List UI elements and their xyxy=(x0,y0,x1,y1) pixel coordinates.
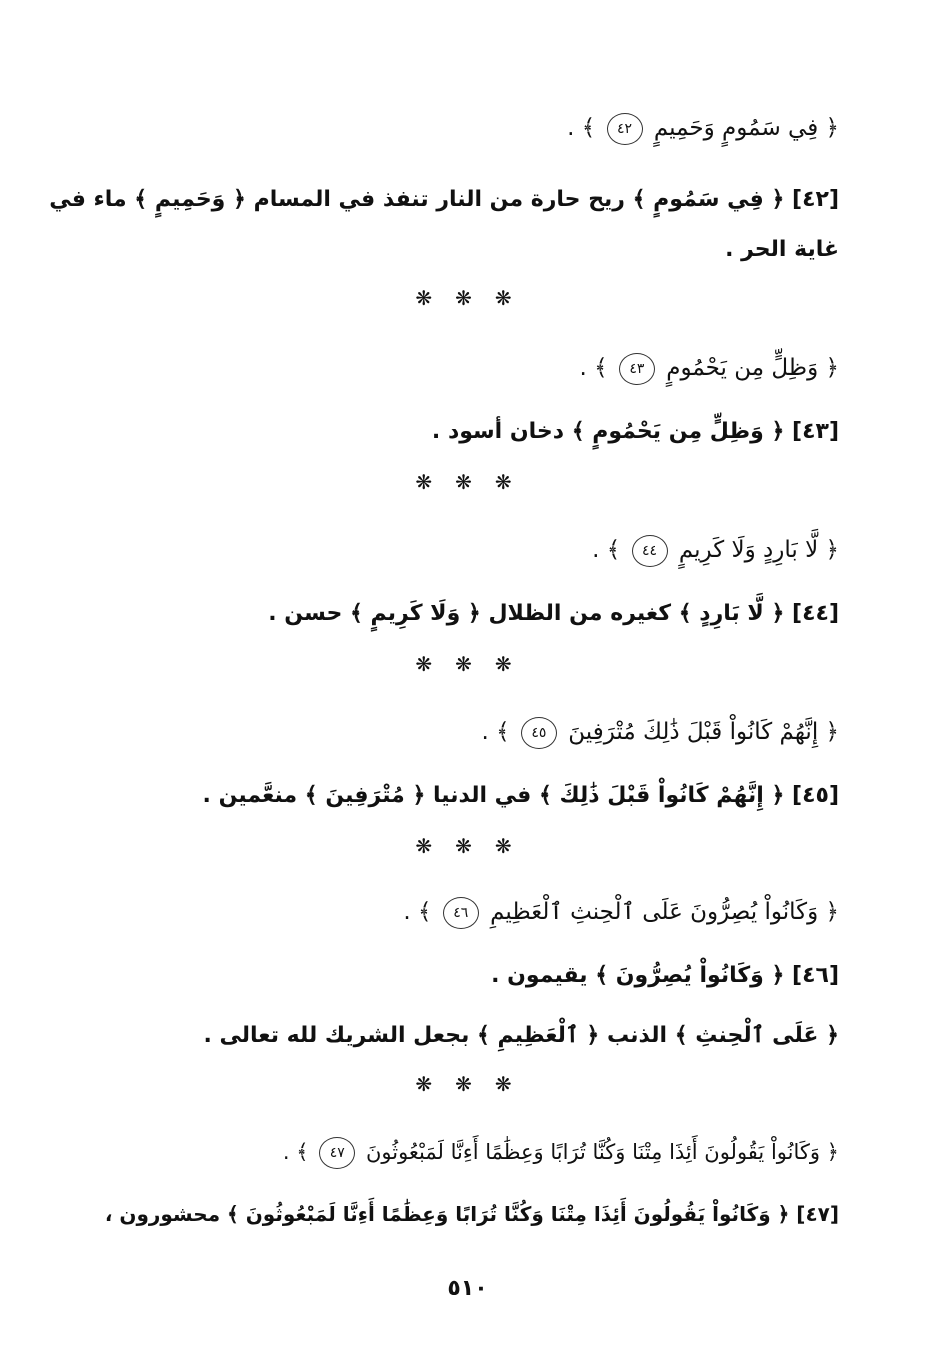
verse-text: ﴿ وَظِلٍّ مِن يَحْمُومٍ xyxy=(666,355,839,381)
verse-line-46 xyxy=(96,892,839,932)
verse-closing: ﴾ . xyxy=(579,355,608,381)
page-number: ٥١٠ xyxy=(447,1276,488,1301)
commentary-line: [٤٤] ﴿ لَّا بَارِدٍ ﴾ كغيره من الظلال ﴿ وَلَا كَرِيمٍ ﴾ حسن . xyxy=(268,601,839,626)
commentary-line: [٤٥] ﴿ إِنَّهُمْ كَانُواْ قَبْلَ ذَٰلِكَ ﴾ في الدنيا ﴿ مُتْرَفِينَ ﴾ منعَّمين . xyxy=(202,783,839,808)
section-separator: ❋ ❋ ❋ xyxy=(415,470,520,494)
verse-closing: ﴾ . xyxy=(403,899,432,925)
section-separator: ❋ ❋ ❋ xyxy=(415,834,520,858)
commentary-line: غاية الحر . xyxy=(725,237,839,262)
commentary-line: [٤٦] ﴿ وَكَانُواْ يُصِرُّونَ ﴾ يقيمون . xyxy=(491,963,839,988)
ayah-number-marker: ٤٦ xyxy=(443,897,479,929)
commentary-line: [٤٣] ﴿ وَظِلٍّ مِن يَحْمُومٍ ﴾ دخان أسود . xyxy=(431,419,839,444)
section-separator: ❋ ❋ ❋ xyxy=(415,1072,520,1096)
verse-closing: ﴾ . xyxy=(481,719,510,745)
section-separator: ❋ ❋ ❋ xyxy=(415,652,520,676)
verse-text: ﴿ وَكَانُواْ يُصِرُّونَ عَلَى ٱلْحِنثِ ٱلْعَظِيمِ xyxy=(490,899,839,925)
verse-closing: ﴾ . xyxy=(282,1140,309,1164)
ayah-number-marker: ٤٥ xyxy=(521,717,557,749)
verse-line-42 xyxy=(96,108,839,148)
verse-closing: ﴾ . xyxy=(567,115,596,141)
verse-text: ﴿ لَّا بَارِدٍ وَلَا كَرِيمٍ xyxy=(678,537,839,563)
verse-line-47 xyxy=(96,1132,839,1172)
verse-line-45 xyxy=(96,712,839,752)
commentary-line: ﴿ عَلَى ٱلْحِنثِ ﴾ الذنب ﴿ ٱلْعَظِيمِ ﴾ بجعل الشريك لله تعالى . xyxy=(203,1023,839,1048)
section-separator: ❋ ❋ ❋ xyxy=(415,286,520,310)
ayah-number-marker: ٤٧ xyxy=(319,1137,355,1169)
commentary-line: [٤٢] ﴿ فِي سَمُومٍ ﴾ ريح حارة من النار تنفذ في المسام ﴿ وَحَمِيمٍ ﴾ ماء في xyxy=(49,187,839,212)
ayah-number-marker: ٤٤ xyxy=(632,535,668,567)
verse-text: ﴿ وَكَانُواْ يَقُولُونَ أَئِذَا مِتْنَا وَكُنَّا تُرَابًا وَعِظَٰمًا أَءِنَّا لَمَبْعُوثُونَ xyxy=(365,1140,839,1164)
verse-closing: ﴾ . xyxy=(592,537,621,563)
verse-line-43 xyxy=(96,348,839,388)
ayah-number-marker: ٤٣ xyxy=(619,353,655,385)
verse-line-44 xyxy=(96,530,839,570)
verse-text: ﴿ فِي سَمُومٍ وَحَمِيمٍ xyxy=(653,115,839,141)
verse-text: ﴿ إِنَّهُمْ كَانُواْ قَبْلَ ذَٰلِكَ مُتْرَفِينَ xyxy=(568,719,839,745)
ayah-number-marker: ٤٢ xyxy=(607,113,643,145)
commentary-line: [٤٧] ﴿ وَكَانُواْ يَقُولُونَ أَئِذَا مِتْنَا وَكُنَّا تُرَابًا وَعِظَٰمًا أَءِنَّا لَمَبْعُوثُونَ ﴾ محشورون ، xyxy=(104,1202,839,1226)
